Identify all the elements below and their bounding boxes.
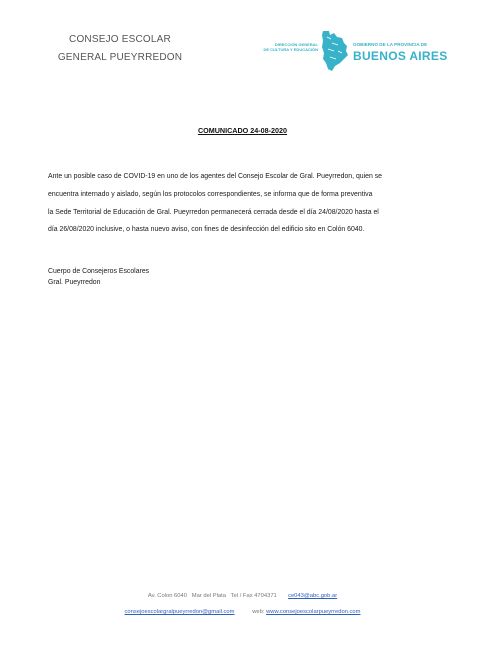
footer-address: Av. Colon 6040 <box>147 593 187 599</box>
footer-web-line <box>0 609 485 615</box>
signature-line2: Gral. Pueyrredon <box>48 279 101 286</box>
signature-block <box>48 266 149 288</box>
footer-web-link[interactable]: www.consejoescolarpueyrredon.com <box>266 609 361 615</box>
buenos-aires-province-map-icon <box>320 29 350 73</box>
paragraph-line: encuentra internado y aislado, según los protocolos correspondientes, se informa que de forma preventiva <box>48 190 373 198</box>
logo-dept-line1: DIRECCIÓN GENERAL <box>274 42 318 47</box>
logo-department-text <box>254 42 318 52</box>
letterhead-org <box>56 31 184 67</box>
footer-phone: Tel / Fax 4704371 <box>230 593 277 599</box>
paragraph-line: Ante un posible caso de COVID-19 en uno de los agentes del Consejo Escolar de Gral. Pueyrredon, quien se <box>48 173 383 180</box>
logo-province-name: BUENOS AIRES <box>353 49 448 63</box>
logo-dept-line2: DE CULTURA Y EDUCACIÓN <box>263 47 318 52</box>
paragraph-line: la Sede Territorial de Educación de Gral. Pueyrredon permanecerá cerrada desde el día 24/08/2020 hasta el <box>48 208 379 216</box>
signature-line1: Cuerpo de Consejeros Escolares <box>48 268 150 275</box>
paragraph-line: día 26/08/2020 inclusive, o hasta nuevo aviso, con fines de desinfección del edificio sito en Colón 6040. <box>48 226 365 234</box>
footer-city: Mar del Plata <box>191 593 226 599</box>
footer-contact-line <box>0 593 485 599</box>
org-name-line2: GENERAL PUEYRREDON <box>57 52 183 63</box>
announcement-paragraph <box>48 168 448 239</box>
government-logo <box>254 29 448 73</box>
footer-email-link[interactable]: ce043@abc.gob.ar <box>288 593 338 599</box>
footer-gmail-link[interactable]: consejoescolargralpueyrredon@gmail.com <box>124 609 235 615</box>
org-name-line1: CONSEJO ESCOLAR <box>69 34 171 45</box>
document-title: COMUNICADO 24-08-2020 <box>197 126 288 135</box>
logo-government-text: GOBIERNO DE LA PROVINCIA DE <box>353 42 428 47</box>
footer-web-label: web: <box>252 609 265 615</box>
